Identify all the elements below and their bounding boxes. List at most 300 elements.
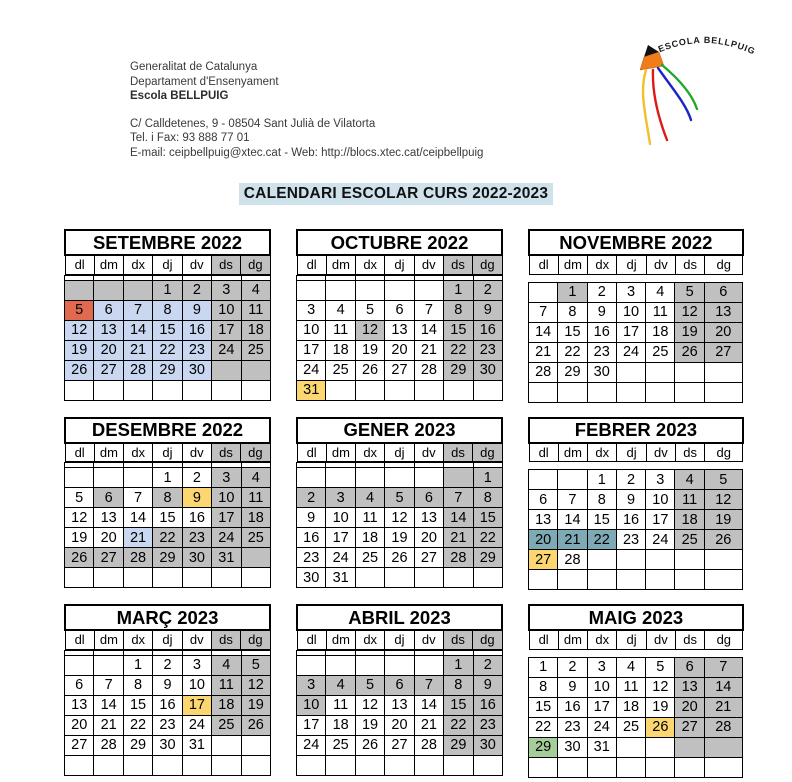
day-cell-abril-2023-26: 26 [355,735,384,755]
empty-cell [414,655,443,675]
day-cell-febrer-2023-10: 10 [646,490,675,510]
empty-cell [675,757,704,777]
day-cell-marc-2023-2: 2 [153,655,182,675]
month-header-table [296,417,503,463]
day-header-dj: dj [153,630,182,649]
day-header-dx: dx [356,255,385,274]
day-header-dm: dm [558,443,587,462]
month-novembre-2022 [528,229,742,403]
day-cell-maig-2023-19: 19 [646,697,675,717]
day-cell-marc-2023-22: 22 [123,715,152,735]
day-cell-novembre-2022-19: 19 [675,322,704,342]
month-marc-2023 [64,604,271,778]
month-abril-2023 [296,604,503,778]
day-cell-gener-2023-22: 22 [473,528,502,548]
day-cell-octubre-2022-5: 5 [355,300,384,320]
day-header-dv: dv [646,630,675,649]
empty-cell [123,468,152,488]
month-gener-2023 [296,417,503,591]
day-cell-desembre-2022-27: 27 [94,548,123,568]
day-cell-setembre-2022-3: 3 [212,280,241,300]
day-cell-novembre-2022-9: 9 [587,302,616,322]
day-cell-gener-2023-6: 6 [414,488,443,508]
day-cell-febrer-2023-2: 2 [616,470,645,490]
day-cell-octubre-2022-28: 28 [414,360,443,380]
day-cell-novembre-2022-28: 28 [529,362,558,382]
day-cell-desembre-2022-24: 24 [212,528,241,548]
day-header-ds: ds [211,443,240,462]
day-header-ds: ds [675,630,704,649]
empty-cell [212,735,241,755]
day-cell-gener-2023-7: 7 [444,488,473,508]
day-cell-gener-2023-4: 4 [355,488,384,508]
day-cell-gener-2023-18: 18 [355,528,384,548]
day-cell-maig-2023-23: 23 [558,717,587,737]
day-cell-abril-2023-10: 10 [297,695,326,715]
day-cell-desembre-2022-17: 17 [212,508,241,528]
day-cell-marc-2023-31: 31 [182,735,211,755]
day-cell-marc-2023-29: 29 [123,735,152,755]
empty-cell [241,568,270,588]
day-cell-novembre-2022-24: 24 [616,342,645,362]
day-cell-febrer-2023-26: 26 [704,530,742,550]
day-cell-marc-2023-1: 1 [123,655,152,675]
day-header-dg: dg [705,255,743,274]
day-cell-desembre-2022-29: 29 [153,548,182,568]
empty-cell [385,380,414,400]
day-header-ds: ds [211,255,240,274]
empty-cell [414,468,443,488]
empty-cell [65,568,94,588]
day-cell-abril-2023-24: 24 [297,735,326,755]
day-header-dg: dg [473,443,502,462]
day-cell-febrer-2023-17: 17 [646,510,675,530]
day-cell-octubre-2022-26: 26 [355,360,384,380]
day-cell-febrer-2023-11: 11 [675,490,704,510]
day-header-dv: dv [414,630,443,649]
day-cell-abril-2023-5: 5 [355,675,384,695]
day-cell-febrer-2023-22: 22 [587,530,616,550]
address-line: C/ Calldetenes, 9 - 08504 Sant Julià de Vilatorta [130,117,376,130]
day-cell-octubre-2022-10: 10 [297,320,326,340]
empty-cell [414,280,443,300]
day-cell-novembre-2022-2: 2 [587,282,616,302]
empty-cell [558,757,587,777]
school-logo [622,30,772,165]
day-cell-setembre-2022-8: 8 [153,300,182,320]
day-cell-maig-2023-7: 7 [704,657,742,677]
day-cell-gener-2023-28: 28 [444,548,473,568]
day-cell-febrer-2023-12: 12 [704,490,742,510]
streamer-red-icon [653,70,667,140]
day-cell-setembre-2022-28: 28 [123,360,152,380]
empty-cell [587,757,616,777]
day-cell-desembre-2022-15: 15 [153,508,182,528]
day-cell-maig-2023-2: 2 [558,657,587,677]
day-header-ds: ds [675,443,704,462]
streamer-green-icon [662,65,697,109]
day-header-ds: ds [211,630,240,649]
day-cell-maig-2023-13: 13 [675,677,704,697]
day-cell-marc-2023-30: 30 [153,735,182,755]
empty-cell [558,470,587,490]
empty-cell [212,568,241,588]
day-cell-desembre-2022-28: 28 [123,548,152,568]
day-cell-maig-2023-11: 11 [616,677,645,697]
empty-cell [616,570,645,590]
day-cell-marc-2023-5: 5 [241,655,270,675]
day-cell-abril-2023-19: 19 [355,715,384,735]
day-header-dj: dj [385,630,414,649]
day-cell-setembre-2022-23: 23 [182,340,211,360]
day-cell-octubre-2022-15: 15 [444,320,473,340]
day-cell-gener-2023-12: 12 [385,508,414,528]
day-header-dl: dl [65,255,94,274]
empty-cell [297,280,326,300]
day-cell-gener-2023-2: 2 [297,488,326,508]
day-cell-gener-2023-19: 19 [385,528,414,548]
day-cell-gener-2023-10: 10 [326,508,355,528]
empty-cell [616,362,645,382]
day-cell-marc-2023-3: 3 [182,655,211,675]
day-cell-marc-2023-9: 9 [153,675,182,695]
org-line-1: Generalitat de Catalunya [130,61,258,73]
day-header-dl: dl [297,443,326,462]
day-header-dg: dg [473,255,502,274]
month-header-table [64,229,271,275]
day-cell-febrer-2023-13: 13 [529,510,558,530]
empty-cell [385,755,414,775]
empty-cell [355,755,384,775]
day-cell-febrer-2023-18: 18 [675,510,704,530]
org-line-2: Departament d'Ensenyament [130,75,279,88]
empty-cell [675,570,704,590]
day-cell-gener-2023-26: 26 [385,548,414,568]
month-days-table [296,650,503,776]
empty-cell [704,570,742,590]
day-cell-desembre-2022-19: 19 [65,528,94,548]
empty-cell [297,468,326,488]
day-header-dg: dg [241,443,270,462]
day-header-dm: dm [94,443,123,462]
day-cell-marc-2023-17: 17 [182,695,211,715]
day-cell-gener-2023-17: 17 [326,528,355,548]
day-header-dm: dm [326,255,355,274]
day-cell-febrer-2023-3: 3 [646,470,675,490]
empty-cell [473,380,502,400]
day-cell-gener-2023-24: 24 [326,548,355,568]
day-header-dm: dm [94,630,123,649]
day-cell-setembre-2022-4: 4 [241,280,270,300]
month-days-table [528,469,743,590]
day-cell-abril-2023-18: 18 [326,715,355,735]
day-cell-maig-2023-31: 31 [587,737,616,757]
day-cell-novembre-2022-16: 16 [587,322,616,342]
day-header-dj: dj [385,443,414,462]
month-header-table [64,604,271,650]
day-cell-febrer-2023-25: 25 [675,530,704,550]
empty-cell [587,570,616,590]
month-header-table [528,229,744,275]
day-cell-novembre-2022-29: 29 [558,362,587,382]
day-cell-octubre-2022-21: 21 [414,340,443,360]
day-cell-octubre-2022-1: 1 [444,280,473,300]
day-cell-desembre-2022-3: 3 [212,468,241,488]
empty-cell [704,550,742,570]
day-cell-abril-2023-20: 20 [385,715,414,735]
day-header-ds: ds [443,255,472,274]
day-cell-abril-2023-13: 13 [385,695,414,715]
day-header-dv: dv [182,630,211,649]
day-cell-maig-2023-26: 26 [646,717,675,737]
empty-cell [529,757,558,777]
empty-cell [326,755,355,775]
day-cell-marc-2023-16: 16 [153,695,182,715]
day-cell-novembre-2022-20: 20 [704,322,742,342]
empty-cell [123,380,152,400]
day-cell-febrer-2023-24: 24 [646,530,675,550]
empty-cell [123,280,152,300]
day-cell-novembre-2022-3: 3 [616,282,645,302]
empty-cell [558,570,587,590]
month-octubre-2022 [296,229,503,403]
day-cell-febrer-2023-19: 19 [704,510,742,530]
day-cell-setembre-2022-12: 12 [65,320,94,340]
day-cell-febrer-2023-23: 23 [616,530,645,550]
empty-cell [473,568,502,588]
empty-cell [241,755,270,775]
month-days-table [528,657,743,778]
empty-cell [241,360,270,380]
day-cell-gener-2023-5: 5 [385,488,414,508]
day-cell-setembre-2022-26: 26 [65,360,94,380]
empty-cell [616,757,645,777]
day-cell-gener-2023-29: 29 [473,548,502,568]
day-cell-octubre-2022-19: 19 [355,340,384,360]
day-cell-gener-2023-14: 14 [444,508,473,528]
empty-cell [646,362,675,382]
day-cell-novembre-2022-27: 27 [704,342,742,362]
month-days-table [64,650,271,776]
day-header-dv: dv [414,443,443,462]
day-cell-febrer-2023-27: 27 [529,550,558,570]
day-cell-novembre-2022-12: 12 [675,302,704,322]
day-cell-abril-2023-7: 7 [414,675,443,695]
empty-cell [94,568,123,588]
day-cell-marc-2023-27: 27 [65,735,94,755]
day-header-ds: ds [675,255,704,274]
empty-cell [444,568,473,588]
day-cell-setembre-2022-27: 27 [94,360,123,380]
empty-cell [529,470,558,490]
day-cell-febrer-2023-8: 8 [587,490,616,510]
day-header-dm: dm [558,630,587,649]
month-header-table [296,229,503,275]
empty-cell [385,655,414,675]
empty-cell [529,570,558,590]
empty-cell [558,382,587,402]
day-cell-marc-2023-7: 7 [94,675,123,695]
day-header-dv: dv [182,255,211,274]
empty-cell [529,282,558,302]
day-cell-maig-2023-22: 22 [529,717,558,737]
day-cell-maig-2023-4: 4 [616,657,645,677]
day-cell-desembre-2022-21: 21 [123,528,152,548]
day-cell-abril-2023-3: 3 [297,675,326,695]
empty-cell [153,755,182,775]
empty-cell [153,380,182,400]
empty-cell [646,570,675,590]
day-cell-novembre-2022-13: 13 [704,302,742,322]
day-cell-octubre-2022-7: 7 [414,300,443,320]
day-cell-setembre-2022-24: 24 [212,340,241,360]
day-header-dg: dg [705,630,743,649]
day-cell-abril-2023-4: 4 [326,675,355,695]
day-cell-gener-2023-13: 13 [414,508,443,528]
day-header-dx: dx [124,255,153,274]
day-cell-abril-2023-15: 15 [444,695,473,715]
empty-cell [646,550,675,570]
calendar-grid [64,229,742,778]
empty-cell [646,757,675,777]
day-cell-setembre-2022-6: 6 [94,300,123,320]
empty-cell [94,755,123,775]
day-header-dx: dx [356,630,385,649]
day-header-dv: dv [182,443,211,462]
day-cell-maig-2023-3: 3 [587,657,616,677]
day-header-dm: dm [558,255,587,274]
day-cell-maig-2023-14: 14 [704,677,742,697]
month-days-table [64,462,271,588]
day-cell-novembre-2022-21: 21 [529,342,558,362]
day-cell-maig-2023-30: 30 [558,737,587,757]
day-cell-marc-2023-19: 19 [241,695,270,715]
day-cell-setembre-2022-16: 16 [182,320,211,340]
day-cell-abril-2023-14: 14 [414,695,443,715]
day-cell-octubre-2022-13: 13 [385,320,414,340]
day-cell-marc-2023-20: 20 [65,715,94,735]
day-cell-octubre-2022-18: 18 [326,340,355,360]
empty-cell [326,655,355,675]
day-cell-maig-2023-27: 27 [675,717,704,737]
empty-cell [616,382,645,402]
day-cell-gener-2023-23: 23 [297,548,326,568]
day-cell-octubre-2022-24: 24 [297,360,326,380]
day-cell-maig-2023-29: 29 [529,737,558,757]
day-cell-novembre-2022-26: 26 [675,342,704,362]
day-cell-octubre-2022-30: 30 [473,360,502,380]
day-cell-setembre-2022-2: 2 [182,280,211,300]
day-header-dl: dl [65,630,94,649]
day-cell-gener-2023-21: 21 [444,528,473,548]
day-cell-gener-2023-31: 31 [326,568,355,588]
day-header-dv: dv [646,255,675,274]
empty-cell [94,468,123,488]
empty-cell [355,380,384,400]
day-cell-setembre-2022-22: 22 [153,340,182,360]
day-cell-abril-2023-30: 30 [473,735,502,755]
day-cell-desembre-2022-31: 31 [212,548,241,568]
day-cell-novembre-2022-25: 25 [646,342,675,362]
day-header-dj: dj [153,255,182,274]
month-days-table [296,275,503,401]
day-cell-setembre-2022-20: 20 [94,340,123,360]
empty-cell [326,280,355,300]
empty-cell [65,280,94,300]
day-cell-novembre-2022-4: 4 [646,282,675,302]
day-header-dg: dg [241,630,270,649]
day-header-dx: dx [124,630,153,649]
day-cell-abril-2023-11: 11 [326,695,355,715]
day-cell-maig-2023-20: 20 [675,697,704,717]
empty-cell [65,380,94,400]
day-header-ds: ds [443,630,472,649]
day-cell-febrer-2023-16: 16 [616,510,645,530]
day-cell-setembre-2022-1: 1 [153,280,182,300]
day-cell-abril-2023-9: 9 [473,675,502,695]
letterhead [130,60,483,160]
day-cell-abril-2023-1: 1 [444,655,473,675]
day-cell-setembre-2022-7: 7 [123,300,152,320]
day-cell-abril-2023-25: 25 [326,735,355,755]
day-cell-maig-2023-16: 16 [558,697,587,717]
day-cell-desembre-2022-13: 13 [94,508,123,528]
month-title: GENER 2023 [297,418,502,443]
day-cell-gener-2023-16: 16 [297,528,326,548]
day-cell-desembre-2022-8: 8 [153,488,182,508]
day-header-dx: dx [124,443,153,462]
month-desembre-2022 [64,417,271,591]
day-cell-marc-2023-6: 6 [65,675,94,695]
day-cell-abril-2023-29: 29 [444,735,473,755]
empty-cell [414,380,443,400]
day-cell-marc-2023-8: 8 [123,675,152,695]
day-cell-maig-2023-17: 17 [587,697,616,717]
page-title: CALENDARI ESCOLAR CURS 2022-2023 [239,183,553,205]
empty-cell [704,757,742,777]
day-cell-febrer-2023-7: 7 [558,490,587,510]
day-cell-setembre-2022-30: 30 [182,360,211,380]
day-header-dx: dx [588,630,617,649]
day-cell-setembre-2022-18: 18 [241,320,270,340]
month-febrer-2023 [528,417,742,591]
empty-cell [704,362,742,382]
empty-cell [646,737,675,757]
day-cell-desembre-2022-26: 26 [65,548,94,568]
empty-cell [355,655,384,675]
day-cell-maig-2023-1: 1 [529,657,558,677]
empty-cell [704,737,742,757]
day-header-dx: dx [588,255,617,274]
day-cell-setembre-2022-25: 25 [241,340,270,360]
day-cell-febrer-2023-21: 21 [558,530,587,550]
day-cell-novembre-2022-6: 6 [704,282,742,302]
empty-cell [385,468,414,488]
day-cell-octubre-2022-22: 22 [444,340,473,360]
day-cell-febrer-2023-1: 1 [587,470,616,490]
day-header-dx: dx [588,443,617,462]
day-cell-novembre-2022-7: 7 [529,302,558,322]
day-cell-desembre-2022-6: 6 [94,488,123,508]
month-title: ABRIL 2023 [297,605,502,630]
day-cell-febrer-2023-6: 6 [529,490,558,510]
email-web-line: E-mail: ceipbellpuig@xtec.cat - Web: http://blocs.xtec.cat/ceipbellpuig [130,146,484,159]
day-cell-novembre-2022-15: 15 [558,322,587,342]
day-cell-novembre-2022-30: 30 [587,362,616,382]
day-cell-febrer-2023-28: 28 [558,550,587,570]
day-cell-gener-2023-8: 8 [473,488,502,508]
day-cell-setembre-2022-9: 9 [182,300,211,320]
